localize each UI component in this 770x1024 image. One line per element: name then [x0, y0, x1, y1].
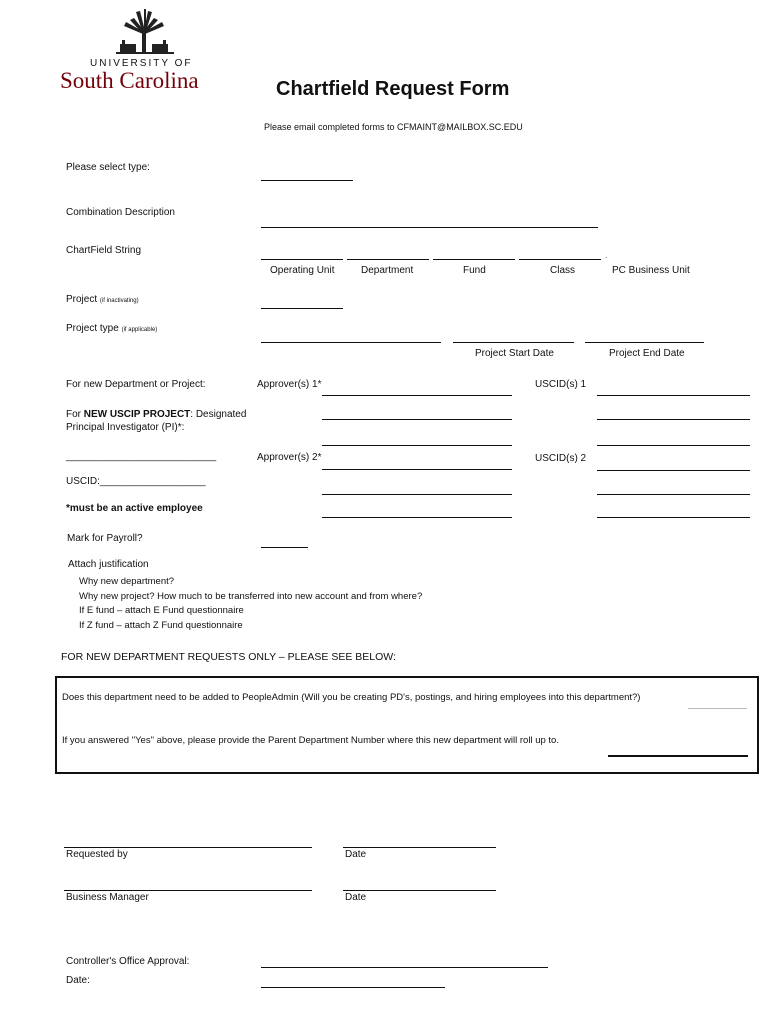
project-type-label: Project type (if applicable) — [66, 323, 158, 334]
approver1-label: Approver(s) 1* — [257, 379, 322, 390]
fund-field[interactable] — [433, 259, 515, 260]
uscid2-field-b[interactable] — [597, 494, 750, 495]
approver1-field-b[interactable] — [322, 419, 512, 420]
combination-label: Combination Description — [66, 207, 175, 218]
operating-unit-field[interactable] — [261, 259, 343, 260]
new-dept-heading: FOR NEW DEPARTMENT REQUESTS ONLY – PLEASE SEE BELOW: — [61, 651, 396, 663]
controller-date-field[interactable] — [261, 987, 445, 988]
approver2-field-b[interactable] — [322, 494, 512, 495]
pi-label: Principal Investigator (PI)*: — [66, 422, 185, 433]
approver2-field-c[interactable] — [322, 517, 512, 518]
justification-item: Why new project? How much to be transferred into new account and from where? — [79, 591, 423, 602]
parent-dept-field[interactable] — [608, 755, 748, 757]
peopleadmin-answer-field[interactable] — [688, 708, 747, 709]
col-operating-unit: Operating Unit — [270, 265, 335, 276]
business-manager-field[interactable] — [64, 890, 312, 891]
mark-payroll-field[interactable] — [261, 547, 308, 548]
justification-item: If Z fund – attach Z Fund questionnaire — [79, 620, 243, 631]
uscid1-label: USCID(s) 1 — [535, 379, 587, 390]
business-manager-label: Business Manager — [66, 892, 149, 903]
business-manager-date-field[interactable] — [343, 890, 496, 891]
requested-date-label: Date — [345, 849, 367, 860]
col-pc-business-unit: PC Business Unit — [612, 265, 690, 276]
department-field[interactable] — [347, 259, 429, 260]
controller-field[interactable] — [261, 967, 548, 968]
requested-by-label: Requested by — [66, 849, 128, 860]
approver2-label: Approver(s) 2* — [257, 452, 322, 463]
class-field[interactable] — [519, 259, 601, 260]
justification-item: Why new department? — [79, 576, 175, 587]
uscid2-field-a[interactable] — [597, 470, 750, 471]
new-uscip-label: For NEW USCIP PROJECT: Designated — [66, 409, 247, 420]
select-type-field[interactable] — [261, 180, 353, 181]
new-dept-box — [55, 676, 759, 774]
project-type-field[interactable] — [261, 342, 441, 343]
requested-by-field[interactable] — [64, 847, 312, 848]
approver1-field-a[interactable] — [322, 395, 512, 396]
project-field[interactable] — [261, 308, 343, 309]
email-note: Please email completed forms to CFMAINT@MAILBOX.SC.EDU — [264, 122, 523, 132]
combination-field[interactable] — [261, 227, 598, 228]
pi-uscid-field[interactable]: USCID:___________________ — [66, 476, 206, 487]
requested-date-field[interactable] — [343, 847, 496, 848]
university-logo — [60, 6, 230, 94]
justification-item: If E fund – attach E Fund questionnaire — [79, 605, 244, 616]
approver1-field-c[interactable] — [322, 445, 512, 446]
project-end-date-label: Project End Date — [609, 348, 685, 359]
col-fund: Fund — [463, 265, 486, 276]
must-active-note: *must be an active employee — [66, 503, 203, 514]
palmetto-tree-icon — [60, 6, 230, 58]
col-class: Class — [550, 265, 576, 276]
project-label: Project (if inactivating) — [66, 294, 139, 305]
chartfield-dot: . — [605, 251, 608, 260]
uscid1-field-c[interactable] — [597, 445, 750, 446]
approver2-field-a[interactable] — [322, 469, 512, 470]
logo-line1: UNIVERSITY OF — [90, 58, 193, 69]
attach-justification-label: Attach justification — [68, 559, 149, 570]
peopleadmin-question: Does this department need to be added to PeopleAdmin (Will you be creating PD's, postings, and hiring employees into this department?) — [62, 692, 641, 703]
mark-payroll-label: Mark for Payroll? — [67, 533, 143, 544]
parent-dept-question: If you answered "Yes" above, please provide the Parent Department Number where this new department will roll up to. — [62, 735, 559, 746]
uscid2-label: USCID(s) 2 — [535, 453, 587, 464]
uscid1-field-a[interactable] — [597, 395, 750, 396]
project-start-date-field[interactable] — [453, 342, 574, 343]
controller-date-label: Date: — [66, 975, 90, 986]
uscid2-field-c[interactable] — [597, 517, 750, 518]
business-manager-date-label: Date — [345, 892, 367, 903]
uscid1-field-b[interactable] — [597, 419, 750, 420]
col-department: Department — [361, 265, 414, 276]
logo-line2: South Carolina — [60, 68, 199, 93]
page-title: Chartfield Request Form — [276, 78, 510, 100]
select-type-label: Please select type: — [66, 162, 150, 173]
pi-name-field[interactable]: ___________________________ — [66, 451, 217, 462]
chartfield-label: ChartField String — [66, 245, 142, 256]
project-start-date-label: Project Start Date — [475, 348, 554, 359]
new-dept-label: For new Department or Project: — [66, 379, 206, 390]
project-end-date-field[interactable] — [585, 342, 704, 343]
controller-label: Controller's Office Approval: — [66, 956, 190, 967]
